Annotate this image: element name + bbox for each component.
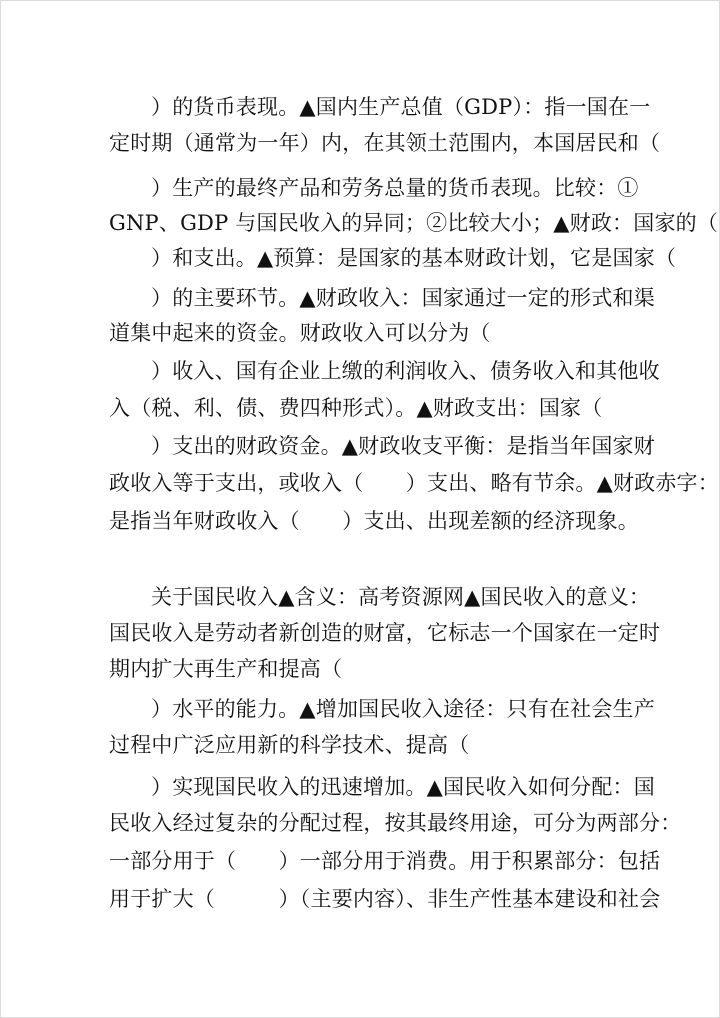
text-line: ）的货币表现。▲国内生产总值（GDP）：指一国在一 (151, 95, 651, 119)
text-line: 道集中起来的资金。财政收入可以分为（ (109, 321, 491, 345)
text-line: ）的主要环节。▲财政收入：国家通过一定的形式和渠 (151, 286, 655, 310)
text-line: 入（税、利、债、费四种形式）。▲财政支出：国家（ (109, 396, 603, 420)
text-line: 过程中广泛应用新的科学技术、提高（ (109, 733, 470, 757)
text-line: ）实现国民收入的迅速增加。▲国民收入如何分配：国 (151, 775, 655, 799)
text-line: ）支出的财政资金。▲财政收支平衡：是指当年国家财 (151, 434, 655, 458)
text-line: ）收入、国有企业上缴的利润收入、债务收入和其他收 (151, 359, 660, 383)
text-line: 是指当年财政收入（ ）支出、出现差额的经济现象。 (109, 509, 639, 533)
text-line: 民收入经过复杂的分配过程，按其最终用途，可分为两部分： (109, 811, 682, 835)
text-line: ）和支出。▲预算：是国家的基本财政计划，它是国家（ (151, 246, 677, 270)
text-line: 定时期（通常为一年）内，在其领土范围内，本国居民和（ (109, 131, 661, 155)
text-line: 期内扩大再生产和提高（ (109, 657, 343, 681)
text-line: 用于扩大（ ）（主要内容）、非生产性基本建设和社会 (109, 887, 661, 911)
text-line: 国民收入是劳动者新创造的财富，它标志一个国家在一定时 (109, 621, 661, 645)
text-line: ）生产的最终产品和劳务总量的货币表现。比较：① (151, 176, 639, 200)
text-line: 关于国民收入▲含义：高考资源网▲国民收入的意义： (151, 585, 651, 609)
text-line: 政收入等于支出，或收入（ ）支出、略有节余。▲财政赤字： (109, 471, 719, 495)
text-line: GNP、GDP 与国民收入的异同；②比较大小；▲财政：国家的（ (109, 211, 719, 235)
text-line: ）水平的能力。▲增加国民收入途径：只有在社会生产 (151, 697, 655, 721)
text-line: 一部分用于（ ）一部分用于消费。用于积累部分：包括 (109, 849, 661, 873)
